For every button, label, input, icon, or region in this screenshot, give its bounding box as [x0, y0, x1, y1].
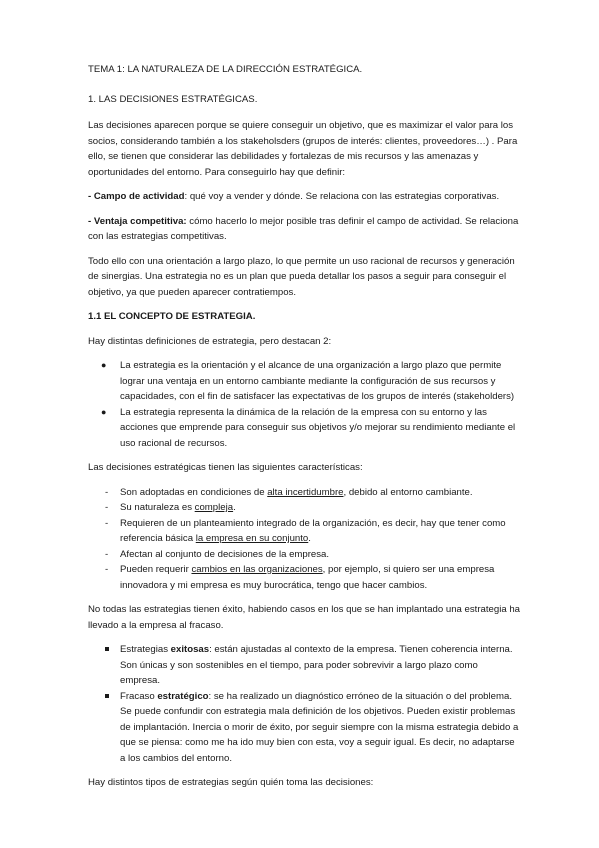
types-intro: Hay distintos tipos de estrategias según quién toma las decisiones:	[88, 777, 374, 788]
term-campo-actividad: - Campo de actividad	[88, 191, 185, 202]
paragraph-ventaja-competitiva	[88, 214, 520, 245]
list-text: Requieren de un planteamiento integrado de la organización, es decir, hay que tener como referencia básica	[120, 517, 506, 544]
list-item	[88, 500, 520, 516]
list-text: : están ajustadas al contexto de la empresa. Tienen coherencia interna. Son únicas y son sostenibles en el tiempo, para poder sobrevivir a largo plazo como empresa.	[120, 644, 513, 686]
list-item	[88, 689, 520, 767]
dash-icon: -	[105, 564, 109, 575]
list-text: Fracaso	[120, 690, 158, 702]
list-text: , por ejemplo, si quiero ser una empresa innovadora y mi empresa es muy burocrática, tengo que hacer cambios.	[120, 564, 495, 591]
list-text: Afectan al conjunto de decisiones de la empresa.	[120, 548, 330, 560]
paragraph-campo-actividad	[88, 189, 520, 205]
list-item	[88, 547, 520, 563]
characteristics-list	[88, 485, 520, 594]
bullet-icon: ●	[101, 406, 107, 417]
definition-text: La estrategia es la orientación y el alcance de una organización a largo plazo que permite lograr una ventaja en un entorno cambiante mediante la configuración de sus recursos y capacidades, con el fin de satisfacer las expectativas de los grupos de interés (stakeholders)	[120, 360, 515, 402]
characteristics-intro: Las decisiones estratégicas tienen las siguientes características:	[88, 462, 363, 473]
list-item	[88, 485, 520, 501]
list-text: .	[233, 502, 236, 513]
underlined-term: compleja	[194, 502, 234, 513]
dash-icon: -	[105, 517, 109, 529]
definitions-list	[88, 358, 520, 451]
list-item	[88, 642, 520, 689]
underlined-term: cambios en las organizaciones	[191, 564, 323, 575]
list-item	[88, 405, 520, 452]
success-intro: No todas las estrategias tienen éxito, habiendo casos en los que se han implantado una estrategia ha llevado a la empresa al fracaso.	[88, 604, 521, 631]
paragraph-orientacion: Todo ello con una orientación a largo plazo, lo que permite un uso racional de recursos y generación de sinergias. Una estrategia no es un plan que pueda detallar los pasos a seguir para conseguir el objetivo, ya que pueden aparecer contratiempos.	[88, 255, 515, 298]
list-text: Estrategias	[120, 644, 171, 655]
section-heading-1: 1. LAS DECISIONES ESTRATÉGICAS.	[88, 93, 258, 105]
underlined-term: la empresa en su conjunto	[195, 533, 309, 544]
campo-actividad-text: : qué voy a vender y dónde. Se relaciona con las estrategias corporativas.	[184, 191, 500, 202]
document-title: TEMA 1: LA NATURALEZA DE LA DIRECCIÓN ESTRATÉGICA.	[88, 64, 363, 75]
success-list	[88, 642, 520, 766]
term-estrategico: estratégico	[157, 690, 209, 702]
list-text: Su naturaleza es	[120, 502, 195, 513]
list-text: .	[308, 533, 311, 544]
ventaja-competitiva-text: cómo hacerlo lo mejor posible tras definir el campo de actividad. Se relaciona con las estrategias competitivas.	[88, 215, 519, 242]
list-text: Son adoptadas en condiciones de	[120, 486, 268, 498]
section-heading-1-1: 1.1 EL CONCEPTO DE ESTRATEGIA.	[88, 311, 256, 322]
square-bullet-icon	[105, 647, 109, 651]
bullet-icon: ●	[101, 360, 107, 370]
list-item	[88, 516, 520, 547]
list-text: Pueden requerir	[120, 564, 192, 575]
term-ventaja-competitiva: - Ventaja competitiva:	[88, 215, 187, 227]
dash-icon: -	[105, 502, 109, 513]
paragraph-intro: Las decisiones aparecen porque se quiere conseguir un objetivo, que es maximizar el valor para los socios, considerando también a los stakeholsders (grupos de interés: clientes, proveedores…) . Para ello, se tienen que considerar las debilidades y fortalezas de mis recursos y las amenazas y oportunidades del entorno. Para conseguirlo hay que definir:	[88, 120, 518, 178]
definition-text: La estrategia representa la dinámica de la relación de la empresa con su entorno y las acciones que emprende para conseguir sus objetivos y/o mejorar su rendimiento mediante el uso racional de recursos.	[120, 406, 516, 449]
definitions-intro: Hay distintas definiciones de estrategia, pero destacan 2:	[88, 335, 332, 347]
dash-icon: -	[105, 486, 109, 498]
list-item	[88, 562, 520, 593]
term-exitosas: exitosas	[170, 644, 210, 655]
square-bullet-icon	[105, 694, 109, 698]
underlined-term: alta incertidumbre	[267, 486, 344, 498]
list-text: : se ha realizado un diagnóstico erróneo de la situación o del problema. Se puede confundir con estrategia mala definición de los objetivos. Pueden existir problemas de implantación. Inercia o morir de éxito, por seguir siempre con la misma estrategia debido a que se piensa: como me ha ido muy bien con esta, voy a seguir igual. Es decir, no adaptarse a los cambios del entorno.	[120, 690, 519, 764]
list-text: , debido al entorno cambiante.	[343, 486, 473, 498]
dash-icon: -	[105, 548, 109, 560]
document-page	[88, 62, 520, 800]
list-item	[88, 358, 520, 405]
